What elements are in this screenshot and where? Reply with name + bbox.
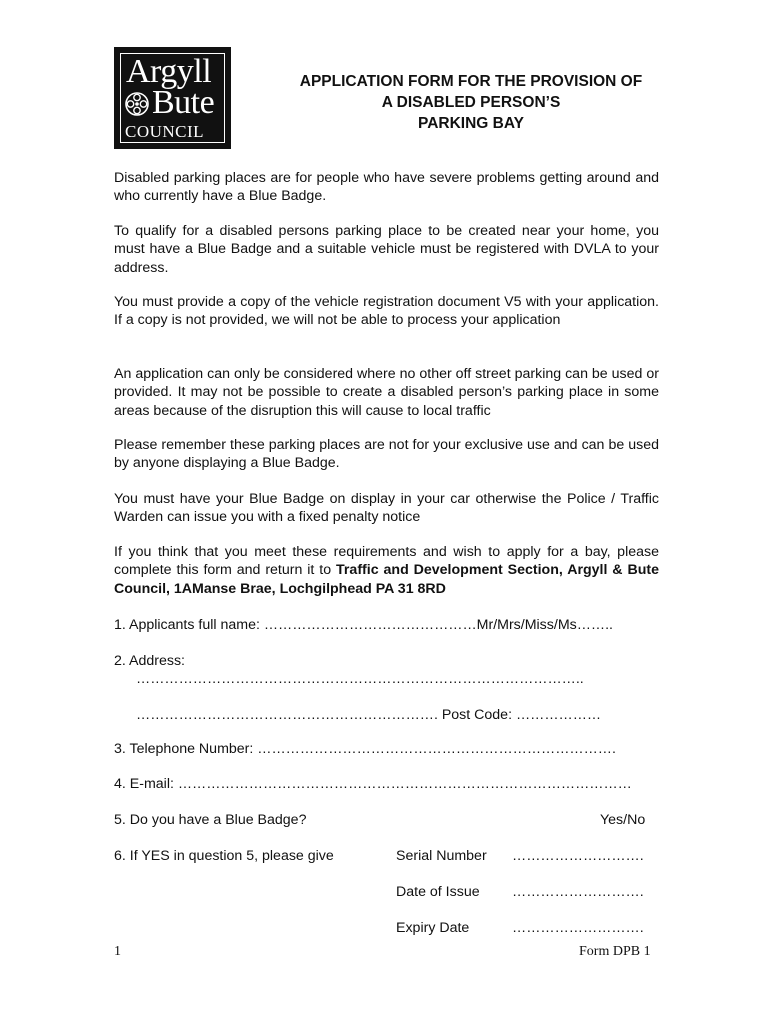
expiry-date-label: Expiry Date — [396, 920, 470, 936]
address-line-1-field[interactable]: ………………………………………………………………………………….. — [136, 671, 584, 687]
penalty-notice-paragraph: You must have your Blue Badge on display in your car otherwise the Police / Traffic Warden can issue you with a fixed penalty notice — [114, 491, 659, 526]
v5-document-paragraph: You must provide a copy of the vehicle registration document V5 with your application. If a copy is not provided, we will not be able to process your application — [114, 294, 659, 329]
expiry-date-field[interactable]: ………………………. — [512, 920, 644, 936]
qualify-paragraph: To qualify for a disabled persons parking place to be created near your home, you must have a Blue Badge and a suitable vehicle must be registered with DVLA to your address. — [114, 223, 659, 276]
q4-email-field[interactable]: 4. E-mail: …………………………………………………………………………………… — [114, 776, 632, 792]
serial-number-field[interactable]: ………………………. — [512, 848, 644, 864]
date-of-issue-field[interactable]: ………………………. — [512, 884, 644, 900]
page-number: 1 — [114, 944, 121, 959]
q2-address-label: 2. Address: — [114, 653, 185, 669]
q1-full-name-field[interactable]: 1. Applicants full name: ………………………………………Mr/Mrs/Miss/Ms…….. — [114, 617, 613, 633]
off-street-paragraph: An application can only be considered where no other off street parking can be used or provided. It may not be possible to create a disabled person’s parking place in some areas because of the disruption this will cause to local traffic — [114, 366, 659, 419]
intro-paragraph: Disabled parking places are for people who have severe problems getting around and who currently have a Blue Badge. — [114, 170, 659, 205]
form-identifier: Form DPB 1 — [579, 944, 651, 959]
council-logo — [114, 47, 231, 149]
title-line-2: A DISABLED PERSON’S — [381, 94, 561, 111]
logo-bute-text: Bute — [152, 84, 215, 121]
q5-blue-badge-question: 5. Do you have a Blue Badge? — [114, 812, 307, 828]
q6-badge-details-label: 6. If YES in question 5, please give — [114, 848, 334, 864]
date-of-issue-label: Date of Issue — [396, 884, 480, 900]
serial-number-label: Serial Number — [396, 848, 487, 864]
logo-argyll-text: Argyll — [126, 53, 212, 90]
return-instructions-text: If you think that you meet these requirements and wish to apply for a bay, please complete this form and return it to — [114, 544, 659, 579]
q3-telephone-field[interactable]: 3. Telephone Number: …………………………………………………………………. — [114, 741, 616, 757]
return-address: Traffic and Development Section, Argyll & Bute Council, 1AManse Brae, Lochgilphead PA 31 8RD — [114, 562, 659, 597]
title-line-1: APPLICATION FORM FOR THE PROVISION OF — [299, 73, 643, 90]
form-title — [256, 71, 686, 134]
q5-yes-no-option[interactable]: Yes/No — [600, 812, 646, 828]
exclusive-use-paragraph: Please remember these parking places are not for your exclusive use and can be used by anyone displaying a Blue Badge. — [114, 437, 659, 472]
address-line-2-postcode-field[interactable]: ………………………………………………………. Post Code: ……………… — [136, 707, 602, 723]
return-instructions-paragraph — [114, 543, 659, 598]
thistle-cross-icon — [124, 91, 150, 117]
logo-council-text: COUNCIL — [125, 122, 205, 141]
title-line-3: PARKING BAY — [418, 115, 524, 132]
